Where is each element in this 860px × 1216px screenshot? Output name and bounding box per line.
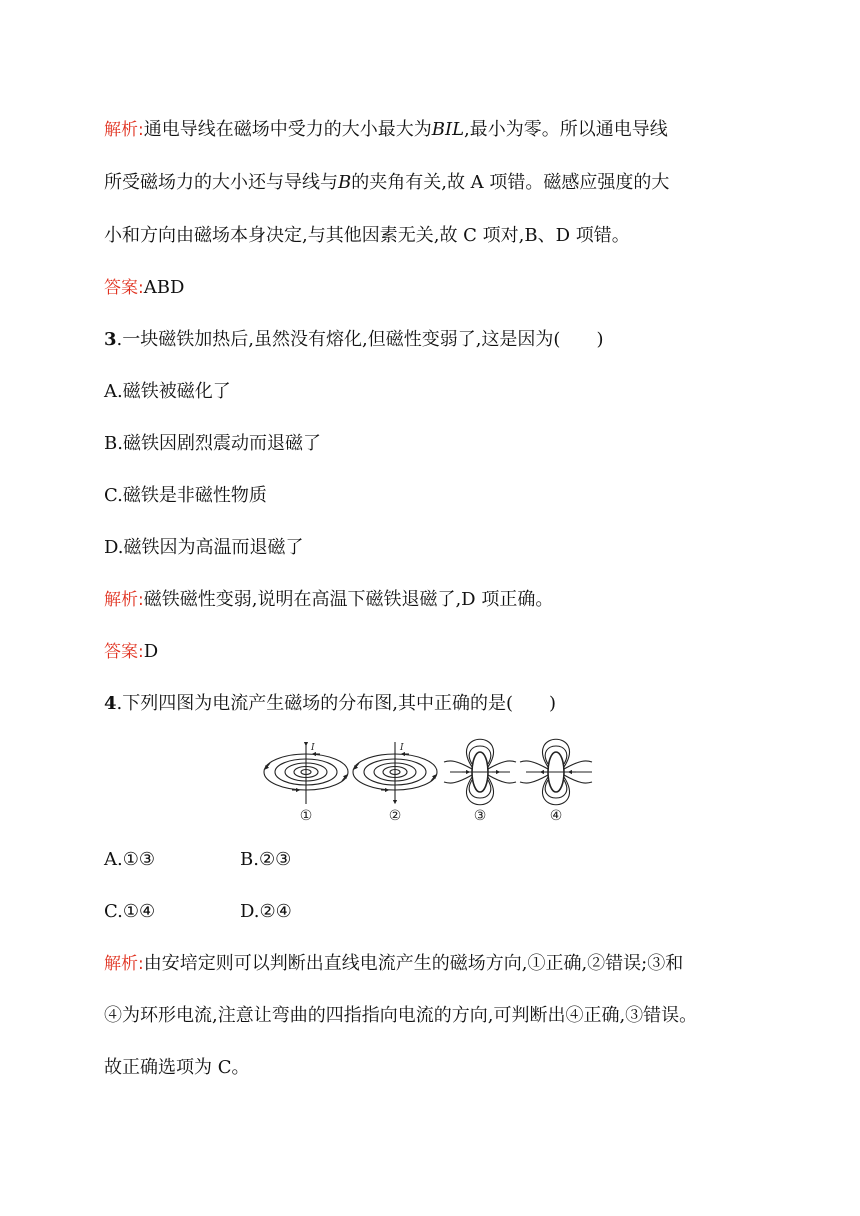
text: 磁铁磁性变弱,说明在高温下磁铁退磁了,D 项正确。	[143, 589, 554, 610]
q4-option-b: B.②③	[240, 849, 292, 870]
answer-value: ABD	[143, 277, 185, 298]
q4-analysis-line-1	[104, 952, 683, 976]
q2-analysis-line-1	[104, 118, 668, 142]
figure-3-ring-current	[444, 739, 516, 805]
analysis-label: 解析:	[104, 954, 144, 974]
q4-options-row-1	[104, 848, 155, 872]
q3-option-a: A.磁铁被磁化了	[104, 381, 231, 402]
figure-4-ring-current	[520, 739, 592, 805]
q3-stem	[104, 328, 603, 352]
q3-answer	[104, 640, 158, 664]
q4-analysis-line-2: ④为环形电流,注意让弯曲的四指指向电流的方向,可判断出④正确,③错误。	[104, 1005, 698, 1026]
q4-analysis-line-3: 故正确选项为 C。	[104, 1057, 250, 1078]
q2-analysis-line-3: 小和方向由磁场本身决定,与其他因素无关,故 C 项对,B、D 项错。	[104, 225, 630, 246]
figure-2-straight-current	[353, 742, 437, 802]
figure-label-2: ②	[388, 808, 402, 824]
q3-analysis	[104, 588, 553, 612]
text: 由安培定则可以判断出直线电流产生的磁场方向,①正确,②错误;③和	[143, 953, 684, 974]
question-number: 4	[104, 693, 117, 714]
q4-option-d: D.②④	[240, 901, 292, 922]
variable-b: B	[338, 172, 352, 193]
question-text: .一块磁铁加热后,虽然没有熔化,但磁性变弱了,这是因为( )	[116, 329, 604, 350]
text: 的夹角有关,故 A 项错。磁感应强度的大	[351, 172, 670, 193]
q2-analysis-line-2	[104, 171, 669, 195]
answer-label: 答案:	[104, 642, 144, 662]
text: 通电导线在磁场中受力的大小最大为	[143, 119, 432, 140]
current-label-2: I	[400, 743, 404, 753]
answer-label: 答案:	[104, 278, 144, 298]
question-text: .下列四图为电流产生磁场的分布图,其中正确的是( )	[116, 693, 557, 714]
q3-option-d: D.磁铁因为高温而退磁了	[104, 537, 304, 558]
formula-bil: BIL	[431, 119, 465, 140]
answer-value: D	[143, 641, 159, 662]
question-number: 3	[104, 329, 117, 350]
figure-label-3: ③	[473, 808, 487, 824]
text: 所受磁场力的大小还与导线与	[104, 172, 338, 193]
current-label-1: I	[311, 743, 315, 753]
q3-option-b: B.磁铁因剧烈震动而退磁了	[104, 433, 321, 454]
q3-option-c: C.磁铁是非磁性物质	[104, 485, 267, 506]
analysis-label: 解析:	[104, 590, 144, 610]
magnetic-field-figure	[262, 730, 598, 824]
figure-label-1: ①	[299, 808, 313, 824]
text: ,最小为零。所以通电导线	[464, 119, 668, 140]
figure-1-straight-current	[264, 744, 348, 804]
q2-answer	[104, 276, 184, 300]
q4-option-c: C.①④	[104, 901, 156, 922]
figure-label-4: ④	[549, 808, 563, 824]
q4-option-a: A.①③	[104, 849, 155, 870]
analysis-label: 解析:	[104, 120, 144, 140]
q4-stem	[104, 692, 556, 716]
